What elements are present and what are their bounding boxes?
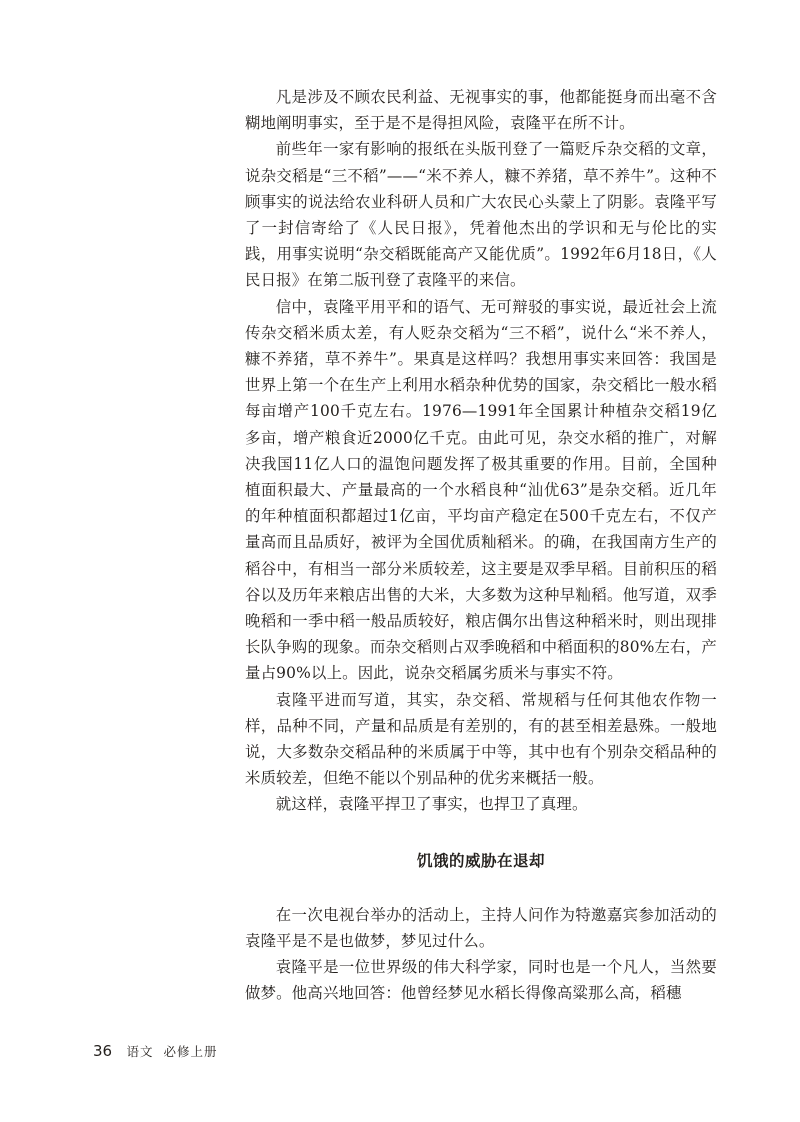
body-paragraph: 袁隆平是一位世界级的伟大科学家，同时也是一个凡人，当然要做梦。他高兴地回答：他曾经梦见水稻长得像高粱那么高，稻穗 [245, 958, 717, 1003]
page-number: 36 [93, 1042, 113, 1060]
section-heading: 饥饿的威胁在退却 [416, 851, 545, 870]
body-paragraph: 袁隆平进而写道，其实，杂交稻、常规稻与任何其他农作物一样，品种不同，产量和品质是有差别的，有的甚至相差悬殊。一般地说，大多数杂交稻品种的米质属于中等，其中也有个别杂交稻品种的米质较差，但绝不能以个别品种的优劣来概括一般。 [245, 690, 717, 788]
body-paragraph: 凡是涉及不顾农民利益、无视事实的事，他都能挺身而出毫不含糊地阐明事实，至于是不是得担风险，袁隆平在所不计。 [245, 88, 717, 133]
body-paragraph: 信中，袁隆平用平和的语气、无可辩驳的事实说，最近社会上流传杂交稻米质太差，有人贬杂交稻为“三不稻”，说什么“米不养人，糠不养猪，草不养牛”。果真是这样吗？我想用事实来回答：我国是世界上第一个在生产上利用水稻杂种优势的国家，杂交稻比一般水稻每亩增产100千克左右。1976—1991年全国累计种植杂交稻19亿多亩，增产粮食近2000亿千克。由此可见，杂交水稻的推广，对解决我国11亿人口的温饱问题发挥了极其重要的作用。目前，全国种植面积最大、产量最高的一个水稻良种“汕优63”是杂交稻。近几年的年种植面积都超过1亿亩，平均亩产稳定在500千克左右，不仅产量高而且品质好，被评为全国优质籼稻米。的确，在我国南方生产的稻谷中，有相当一部分米质较差，这主要是双季早稻。目前积压的稻谷以及历年来粮店出售的大米，大多数为这种早籼稻。他写道，双季晚稻和一季中稻一般品质较好，粮店偶尔出售这种稻米时，则出现排长队争购的现象。而杂交稻则占双季晚稻和中稻面积的80%左右，产量占90%以上。因此，说杂交稻属劣质米与事实不符。 [245, 297, 717, 683]
section-body [245, 902, 717, 1007]
book-title: 语文 必修上册 [126, 1044, 218, 1059]
body-paragraph: 在一次电视台举办的活动上，主持人问作为特邀嘉宾参加活动的袁隆平是不是也做梦，梦见过什么。 [245, 905, 717, 950]
body-paragraph: 前些年一家有影响的报纸在头版刊登了一篇贬斥杂交稻的文章，说杂交稻是“三不稻”——“米不养人，糠不养猪，草不养牛”。这种不顾事实的说法给农业科研人员和广大农民心头蒙上了阴影。袁隆平写了一封信寄给了《人民日报》，凭着他杰出的学识和无与伦比的实践，用事实说明“杂交稻既能高产又能优质”。1992年6月18日，《人民日报》在第二版刊登了袁隆平的来信。 [245, 140, 717, 290]
page-content [245, 84, 717, 1007]
body-paragraph: 就这样，袁隆平捍卫了事实，也捍卫了真理。 [275, 795, 588, 814]
page-footer [93, 1042, 218, 1061]
